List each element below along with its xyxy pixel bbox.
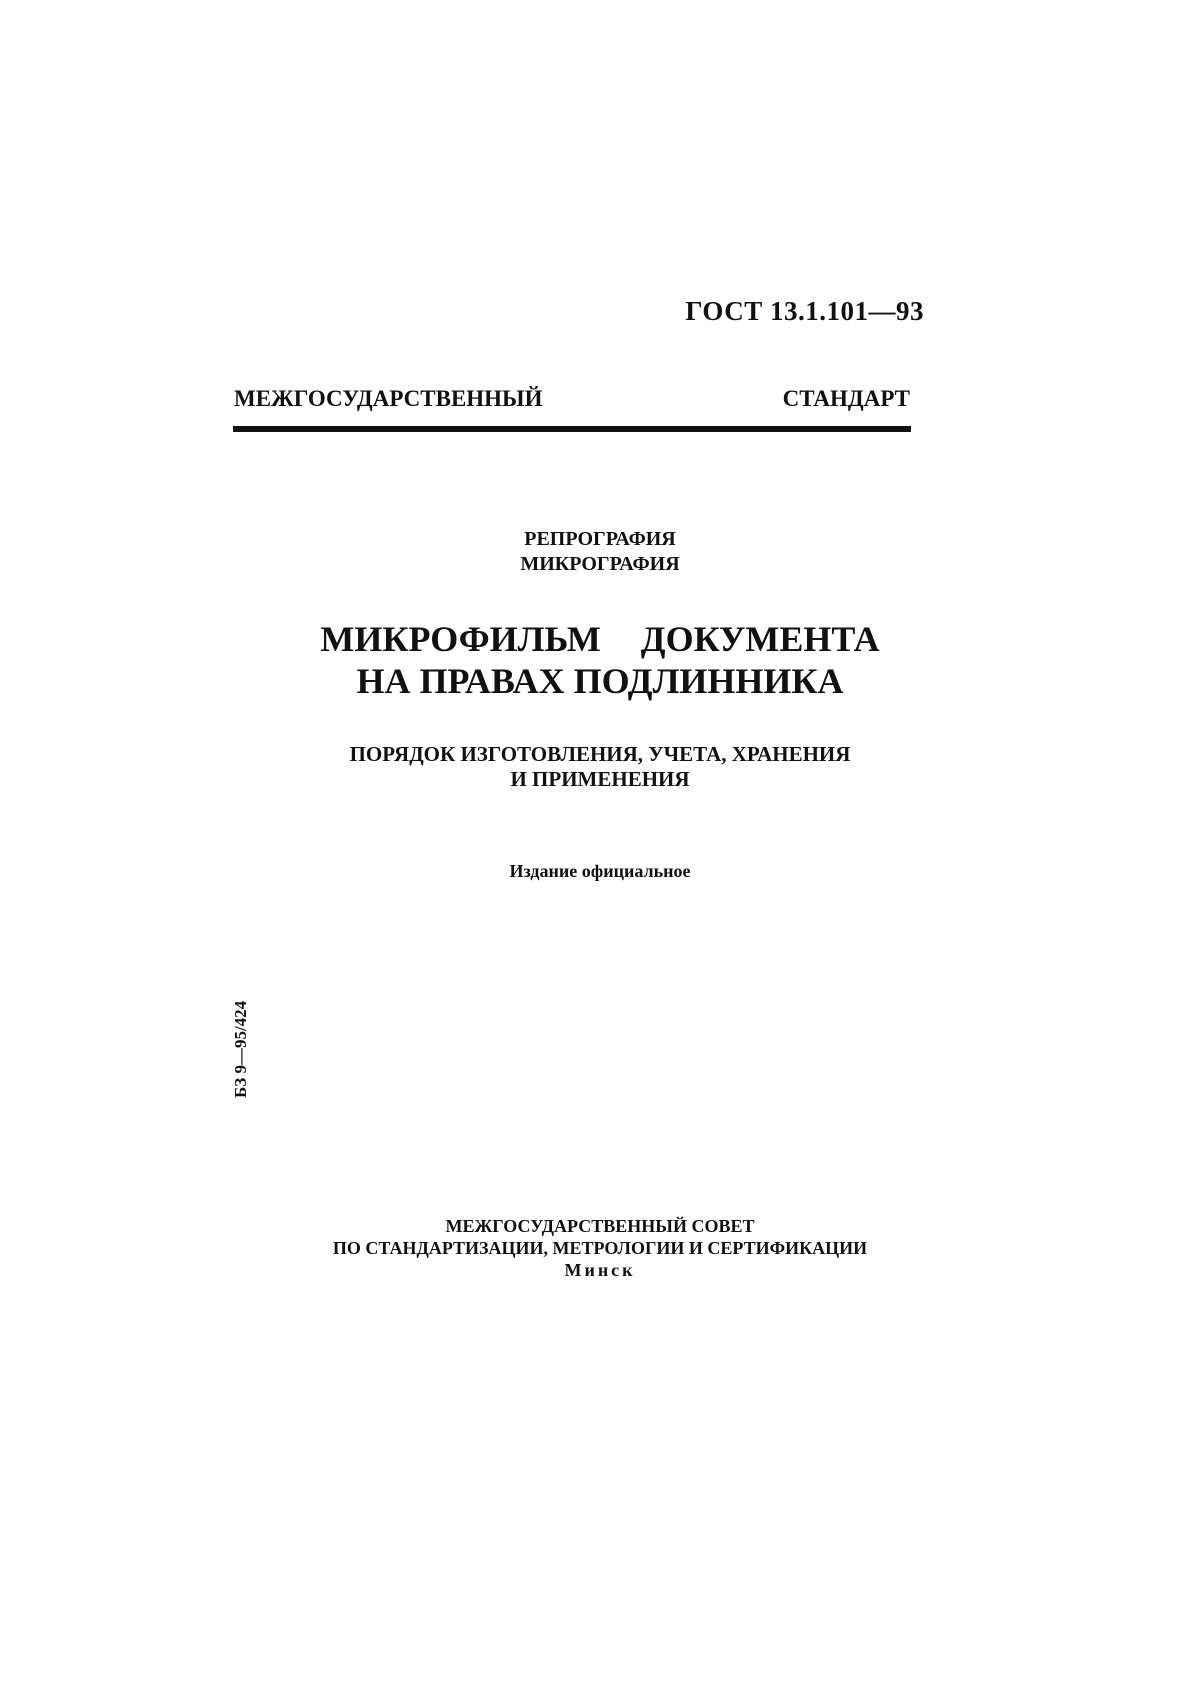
title-word-2: ДОКУМЕНТА — [640, 619, 880, 659]
standard-type-heading: МЕЖГОСУДАРСТВЕННЫЙ СТАНДАРТ — [234, 386, 910, 411]
subject-block — [0, 527, 1200, 577]
side-code: БЗ 9—95/424 — [231, 1000, 250, 1098]
title-word-1: МИКРОФИЛЬМ — [320, 619, 601, 659]
subtitle-line-2: И ПРИМЕНЕНИЯ — [510, 767, 690, 791]
publisher-city: Минск — [564, 1260, 636, 1280]
document-subtitle — [0, 742, 1200, 792]
edition-note: Издание официальное — [509, 861, 691, 881]
publisher-block — [0, 1215, 1200, 1281]
publisher-line-2: ПО СТАНДАРТИЗАЦИИ, МЕТРОЛОГИИ И СЕРТИФИКАЦИИ — [332, 1238, 868, 1258]
document-title — [0, 618, 1200, 702]
subject-line-2: МИКРОГРАФИЯ — [520, 553, 680, 575]
gost-number: ГОСТ 13.1.101—93 — [685, 296, 924, 326]
header-rule — [233, 426, 911, 432]
publisher-line-1: МЕЖГОСУДАРСТВЕННЫЙ СОВЕТ — [445, 1216, 755, 1236]
subject-line-1: РЕПРОГРАФИЯ — [524, 528, 676, 550]
title-line-1 — [0, 618, 1200, 660]
title-line-2: НА ПРАВАХ ПОДЛИННИКА — [356, 661, 844, 701]
subtitle-line-1: ПОРЯДОК ИЗГОТОВЛЕНИЯ, УЧЕТА, ХРАНЕНИЯ — [349, 742, 851, 766]
